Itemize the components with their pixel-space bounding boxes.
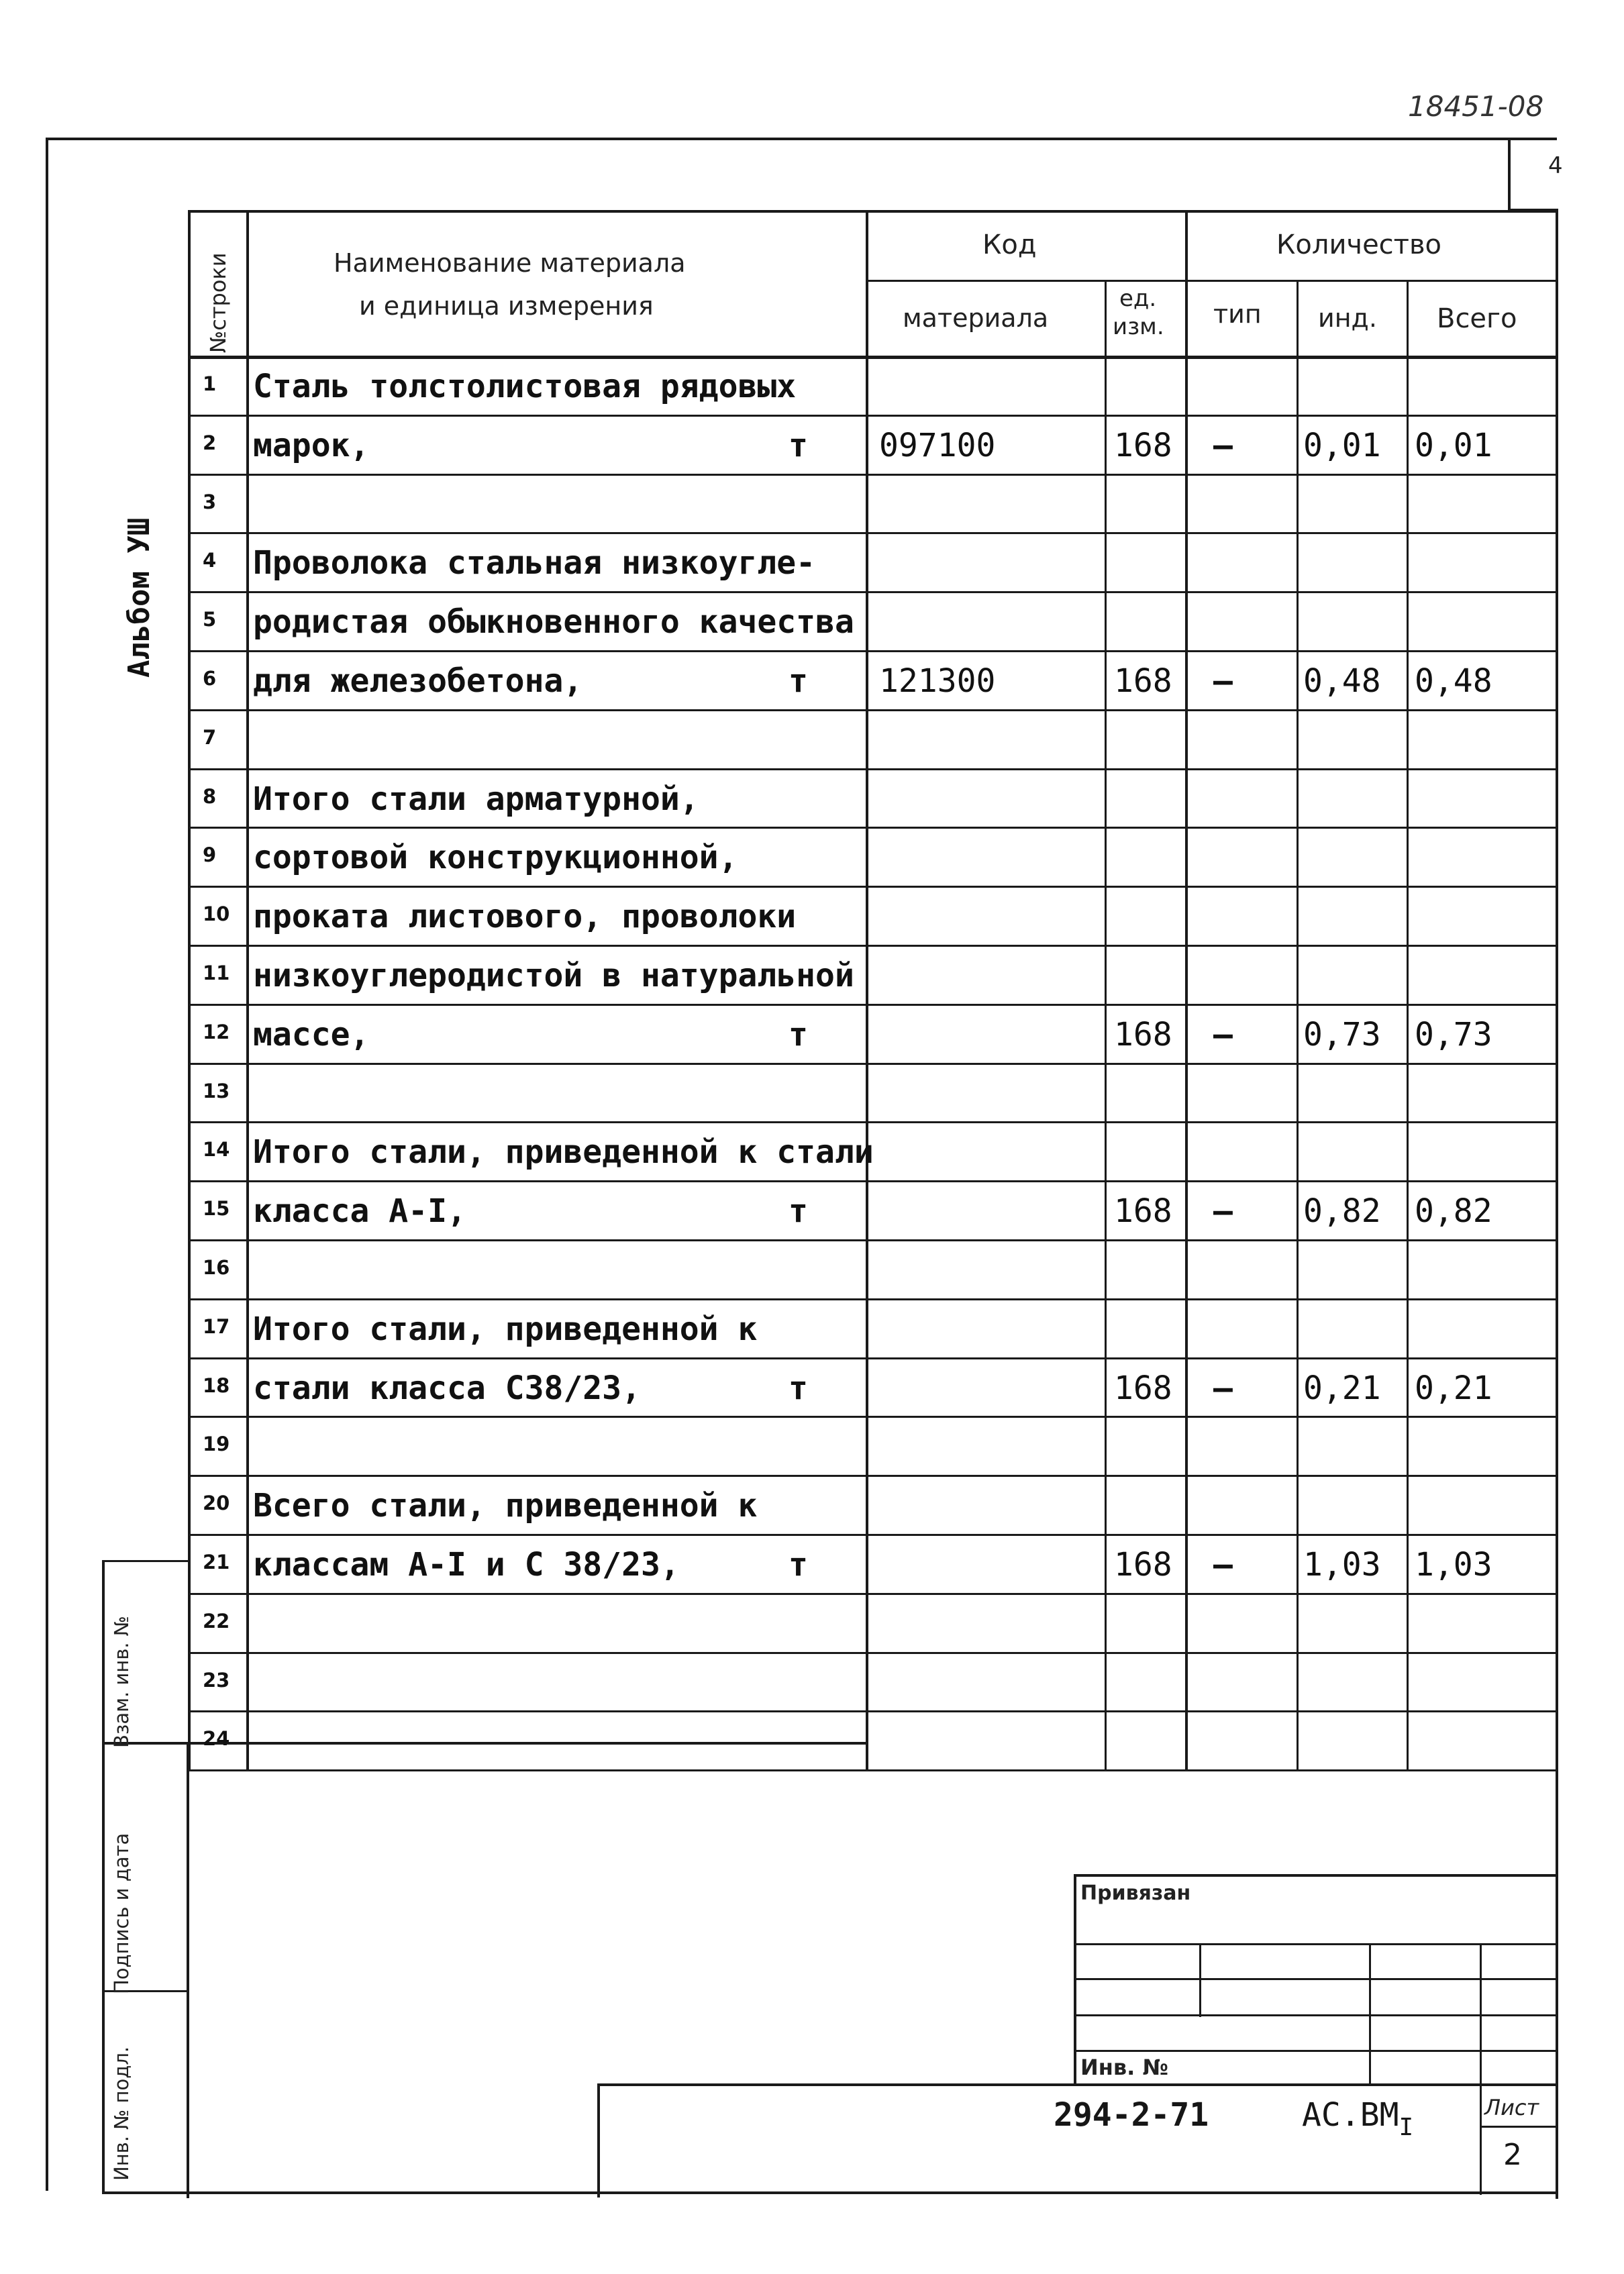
unit-of-measure: т [789,426,808,464]
inv-no-label: Инв. № [1080,2055,1168,2080]
unit-of-measure: т [789,1015,808,1053]
header-code-material: материала [903,303,1049,333]
row-number: 22 [203,1609,230,1633]
row-number: 17 [203,1314,230,1338]
stamp-inv-podl: Инв. № подл. [110,2046,133,2181]
header-qty-ind: инд. [1318,303,1377,333]
material-name: Проволока стальная низкоугле- [253,544,816,582]
row-number: 14 [203,1138,230,1161]
qty-total: 0,21 [1415,1369,1492,1407]
header-code: Код [982,229,1037,260]
material-name: Итого стали, приведенной к стали [253,1133,874,1172]
qty-type: – [1213,662,1233,700]
qty-total: 0,82 [1415,1192,1492,1231]
qty-type: – [1213,426,1233,464]
row-number: 20 [203,1492,230,1515]
qty-type: – [1213,1546,1233,1584]
document-mark-sub: I [1399,2114,1414,2141]
material-name: низкоуглеродистой в натуральной [253,957,854,994]
material-name: класса А-I, [253,1192,466,1231]
material-name: Итого стали, приведенной к [253,1310,758,1348]
material-name: родистая обыкновенного качества [253,603,854,641]
stamp-podpis-data: Подпись и дата [110,1832,133,1994]
qty-ind: 0,48 [1303,662,1381,700]
material-name: Всего стали, приведенной к [253,1487,758,1525]
row-number: 18 [203,1374,230,1397]
row-number: 16 [203,1256,230,1279]
unit-code: 168 [1114,1369,1172,1407]
material-name: проката листового, проволоки [253,898,797,936]
row-number: 1 [203,372,217,395]
row-number: 4 [203,549,217,572]
qty-total: 0,73 [1415,1015,1492,1053]
material-name: Сталь толстолистовая рядовых [253,368,797,405]
row-number: 24 [203,1727,230,1751]
document-mark-text: АС.ВМ [1302,2096,1399,2134]
material-name: классам А-I и С 38/23, [253,1546,680,1584]
side-album-label: Альбом УШ [122,517,156,678]
row-number: 9 [203,843,217,867]
row-number: 12 [203,1020,230,1043]
header-row-no: №строки [205,252,231,353]
unit-of-measure: т [789,1369,808,1407]
stamp-vzam-inv: Взам. инв. № [110,1616,133,1748]
unit-of-measure: т [789,1546,808,1584]
unit-code: 168 [1114,426,1172,464]
unit-code: 168 [1114,1192,1172,1231]
row-number: 6 [203,667,217,690]
row-number: 23 [203,1668,230,1692]
document-code: 294-2-71 [1054,2096,1209,2134]
row-number: 13 [203,1079,230,1102]
row-number: 15 [203,1197,230,1221]
unit-code: 168 [1114,1015,1172,1053]
archive-number: 18451-08 [1408,90,1544,123]
unit-code: 168 [1114,662,1172,700]
unit-code: 168 [1114,1546,1172,1584]
qty-ind: 0,82 [1303,1192,1381,1231]
material-code: 097100 [879,426,996,464]
qty-ind: 0,73 [1303,1015,1381,1053]
qty-total: 0,01 [1415,426,1492,464]
header-name-line2: и единица измерения [359,291,654,321]
material-code: 121300 [879,662,996,700]
qty-total: 1,03 [1415,1546,1492,1584]
qty-type: – [1213,1192,1233,1231]
qty-ind: 0,01 [1303,426,1381,464]
material-name: сортовой конструкционной, [253,839,738,877]
qty-ind: 0,21 [1303,1369,1381,1407]
qty-ind: 1,03 [1303,1546,1381,1584]
row-number: 10 [203,902,230,926]
unit-of-measure: т [789,662,808,700]
row-number: 2 [203,431,217,454]
qty-type: – [1213,1015,1233,1053]
sheet-number: 2 [1503,2138,1522,2172]
material-name: Итого стали арматурной, [253,780,699,818]
row-number: 11 [203,962,230,984]
row-number: 7 [203,725,217,749]
material-name: стали класса С38/23, [253,1369,641,1407]
header-qty-total: Всего [1437,303,1517,334]
sheet-label: Лист [1484,2095,1539,2120]
qty-total: 0,48 [1415,662,1492,700]
row-number: 19 [203,1433,230,1456]
header-quantity: Количество [1276,229,1442,260]
row-number: 21 [203,1551,230,1573]
material-name: массе, [253,1015,370,1053]
document-mark [1302,2096,1414,2141]
qty-type: – [1213,1369,1233,1407]
row-number: 3 [203,490,217,513]
page-number: 4 [1548,152,1563,179]
header-code-unit: ед. [1119,285,1157,312]
unit-of-measure: т [789,1192,808,1231]
header-qty-type: тип [1213,299,1262,329]
row-number: 8 [203,784,217,808]
row-number: 5 [203,608,217,631]
header-name: Наименование материала [334,248,686,278]
header-code-unit-line2: изм. [1113,313,1164,340]
privyazan-label: Привязан [1080,1881,1191,1905]
material-name: для железобетона, [253,662,583,700]
material-name: марок, [253,426,370,464]
